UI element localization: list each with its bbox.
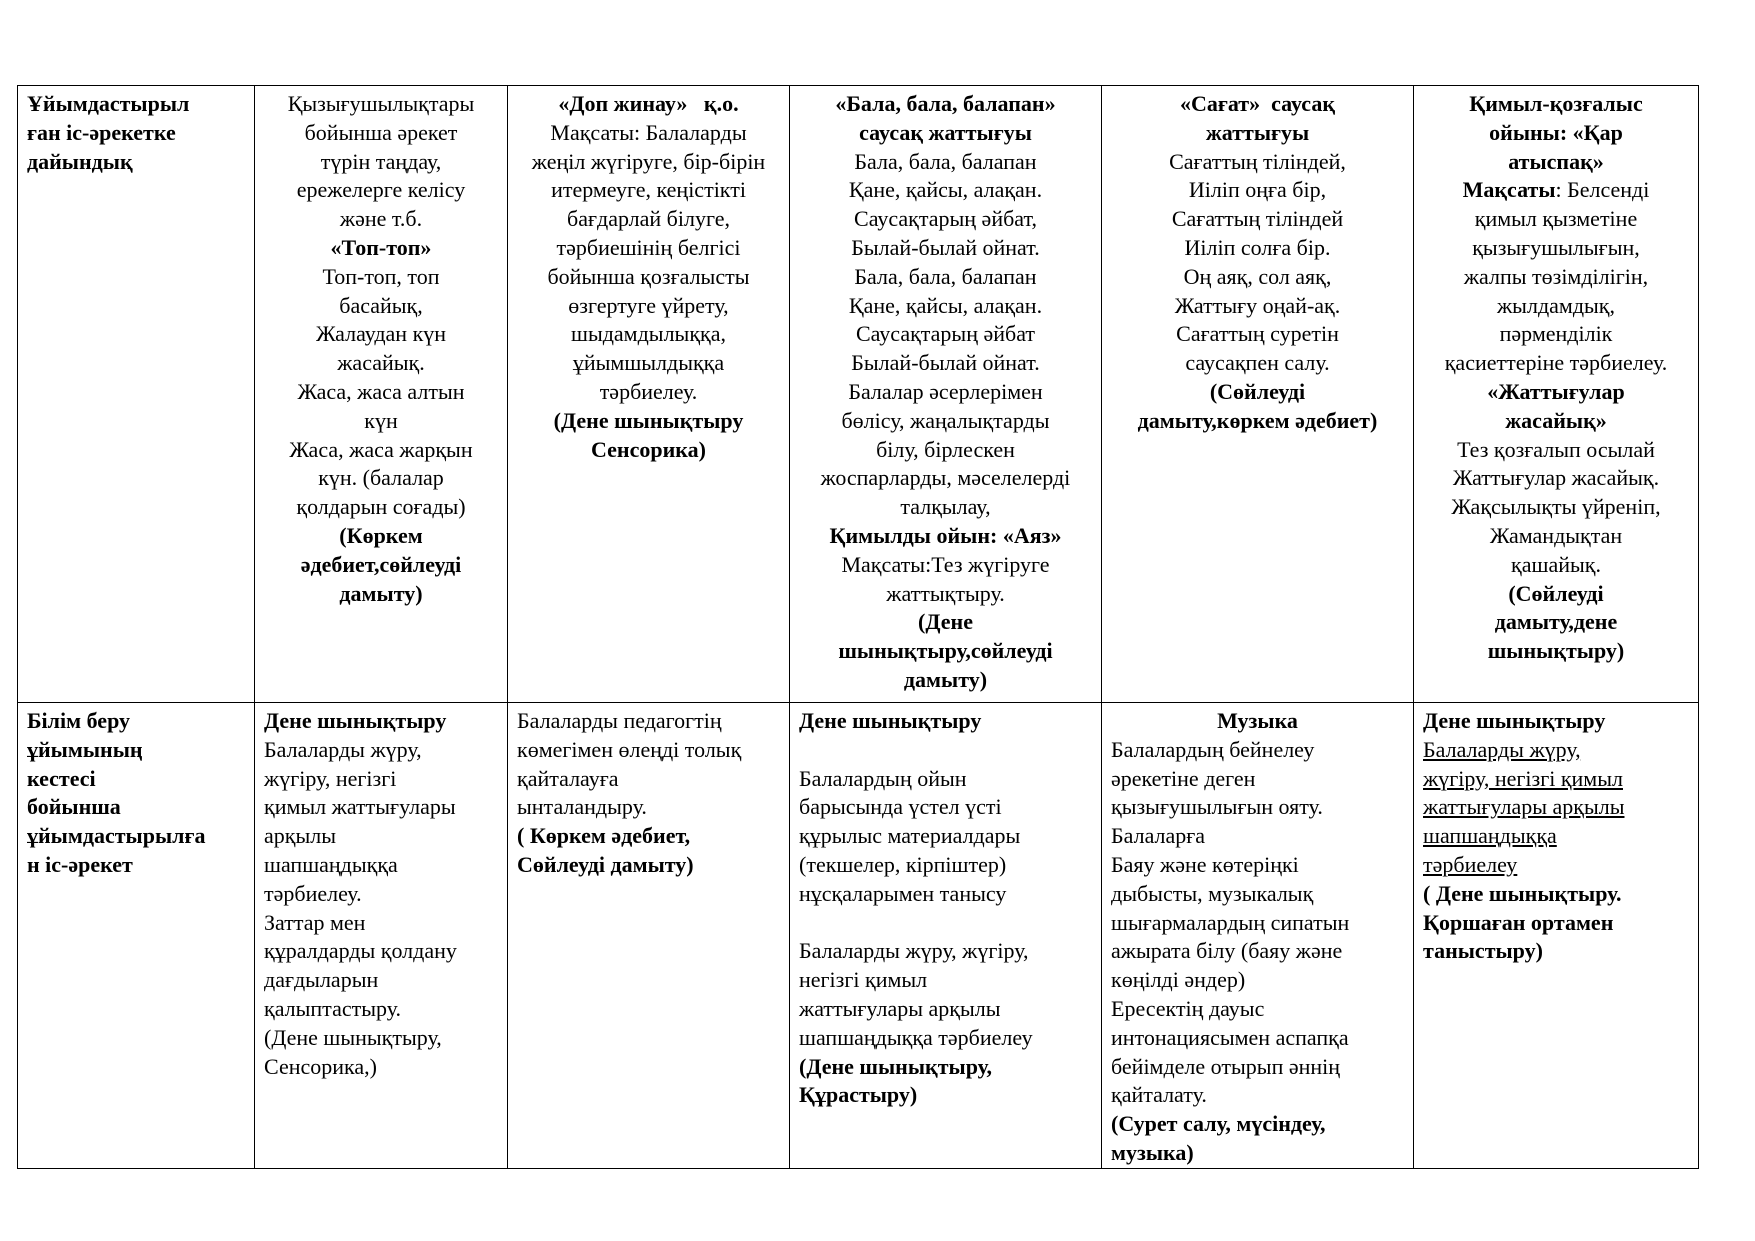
row-header-organized-activity: [18, 703, 255, 1169]
cell-preparation-tuesday: [508, 86, 790, 703]
text-line: және т.б.: [339, 206, 423, 232]
text-line: бейімделе отырып әннің: [1111, 1053, 1341, 1079]
cell-activity-thursday: [1102, 703, 1414, 1169]
text-line: қалыптастыру.: [264, 995, 401, 1021]
text-line: Балаларды педагогтің: [517, 708, 722, 733]
activity-title: Музыка: [1217, 708, 1298, 733]
activity-title: «Бала, бала, балапан»: [835, 91, 1056, 116]
poem-line: Жаса, жаса жарқын: [289, 436, 473, 462]
poem-line: жасайық.: [337, 350, 425, 376]
text-line: шыдамдылыққа,: [571, 321, 726, 347]
text-line: Қызығушылықтары: [287, 91, 475, 116]
education-area-line: дамыту,дене: [1494, 609, 1618, 635]
education-area-line: шынықтыру): [1487, 638, 1625, 664]
education-area-line: шынықтыру,сөйлеуді: [838, 638, 1053, 664]
text-line: жаттықтыру.: [886, 580, 1005, 606]
goal-text: : Белсенді: [1555, 177, 1650, 203]
education-area-line: (Дене: [918, 609, 973, 635]
text-line: бағдарлай білуге,: [567, 206, 730, 232]
text-line: көңілді әндер): [1111, 967, 1246, 993]
text-line: Балаларға: [1111, 823, 1206, 849]
activity-title: «Сағат» саусақ: [1179, 91, 1336, 116]
text-line: Балаларды жүру,: [264, 736, 422, 762]
education-area-line: музыка): [1111, 1139, 1194, 1165]
text-line: нұсқаларымен танысу: [799, 880, 1007, 906]
poem-line: қолдарын соғады): [296, 494, 466, 520]
text-line: Баяу және көтеріңкі: [1111, 851, 1299, 877]
education-area-line: Сөйлеуді дамыту): [517, 851, 694, 877]
text-line: интонациясымен аспапқа: [1111, 1024, 1349, 1050]
text-line: Заттар мен: [264, 909, 366, 935]
poem-line: Топ-топ, топ: [322, 263, 440, 289]
row-header-preparation: [18, 86, 255, 703]
text-line: құралдарды қолдану: [264, 938, 457, 964]
row-header-line: кестесі: [27, 765, 96, 791]
text-line: түрін таңдау,: [320, 148, 442, 174]
poem-line: Былай-былай ойнат.: [851, 234, 1040, 260]
text-line: жаттығулары арқылы: [799, 995, 1001, 1021]
poem-line: күн: [364, 407, 398, 433]
poem-line: Жамандықтан: [1489, 522, 1623, 548]
education-area-line: (Дене шынықтыру: [553, 407, 744, 433]
text-line: бойынша қозғалысты: [547, 263, 750, 289]
activity-title: «Жаттығулар: [1487, 378, 1625, 404]
poem-line: Қане, қайсы, алақан.: [848, 292, 1043, 318]
text-line: қызығушылығын ояту.: [1111, 794, 1323, 820]
text-line: қимыл жаттығулары: [264, 794, 456, 820]
education-area-line: дамыту): [903, 666, 988, 692]
education-area-line: әдебиет,сөйлеуді: [300, 551, 462, 577]
cell-activity-tuesday: [508, 703, 790, 1169]
text-line: әрекетіне деген: [1111, 765, 1256, 791]
poem-line: басайық,: [339, 292, 423, 318]
row-header-line: Білім беру: [27, 708, 131, 733]
text-line: пәрменділік: [1499, 321, 1613, 347]
text-line: құрылыс материалдары: [799, 823, 1021, 849]
poem-line: Бала, бала, балапан: [854, 263, 1037, 289]
education-area-line: Құрастыру): [799, 1082, 918, 1108]
cell-preparation-friday: [1414, 86, 1699, 703]
education-area-line: (Көркем: [339, 522, 423, 548]
text-line: Балалардың ойын: [799, 765, 967, 791]
text-line: Мақсаты:Тез жүгіруге: [841, 551, 1050, 577]
text-line: жалпы төзімділігін,: [1463, 263, 1649, 289]
poem-line: қашайық.: [1511, 551, 1601, 577]
row-header-line: ұйымдастырылға: [27, 823, 206, 849]
poem-line: Жақсылықты үйреніп,: [1451, 494, 1661, 520]
text-line: дағдыларын: [264, 967, 379, 993]
activity-title: Дене шынықтыру: [1423, 708, 1606, 733]
poem-line: Саусақтарың әйбат,: [854, 206, 1037, 232]
activity-title: жасайық»: [1505, 407, 1607, 433]
education-area-line: дамыту,көркем әдебиет): [1137, 407, 1378, 433]
text-line: жүгіру, негізгі: [264, 765, 397, 791]
paragraph-gap: [799, 736, 1092, 765]
text-line: жүгіру, негізгі қимыл: [1423, 765, 1623, 791]
cell-activity-wednesday: [790, 703, 1102, 1169]
cell-preparation-wednesday: [790, 86, 1102, 703]
education-area-line: Қоршаған ортамен: [1423, 909, 1614, 935]
activity-title: ойыны: «Қар: [1489, 119, 1623, 145]
activity-title: «Доп жинау» қ.о.: [558, 91, 739, 116]
text-line: барысында үстел үсті: [799, 794, 1002, 820]
text-line: ұйымшылдыққа: [572, 350, 725, 376]
text-line: арқылы: [264, 823, 336, 849]
text-line: білу, бірлескен: [876, 436, 1015, 462]
text-line: бойынша әрекет: [304, 119, 458, 145]
cell-activity-friday: [1414, 703, 1699, 1169]
cell-activity-monday: [255, 703, 508, 1169]
text-line: Сенсорика,): [264, 1053, 377, 1079]
poem-line: Иіліп оңға бір,: [1188, 177, 1327, 203]
text-line: жаттығулары арқылы: [1423, 794, 1625, 820]
row-header-line: ған іс-әрекетке: [27, 119, 176, 145]
activity-title: саусақ жаттығуы: [859, 119, 1032, 145]
table-row-organized-activity: [18, 703, 1699, 1169]
text-line: итермеуге, кеңістікті: [551, 177, 746, 203]
game-title: Қимылды ойын: «Аяз»: [829, 522, 1062, 548]
text-line: ережелерге келісу: [296, 177, 466, 203]
text-line: Балалар әсерлерімен: [848, 378, 1043, 404]
text-line: тәрбиешінің белгісі: [556, 234, 741, 260]
poem-line: Былай-былай ойнат.: [851, 350, 1040, 376]
row-header-line: бойынша: [27, 794, 121, 820]
activity-title: атыспақ»: [1508, 148, 1604, 174]
text-line: ынталандыру.: [517, 794, 647, 820]
poem-line: Сағаттың тіліндей,: [1169, 148, 1346, 174]
row-header-line: дайындық: [27, 148, 133, 174]
poem-line: Бала, бала, балапан: [854, 148, 1037, 174]
poem-line: Қане, қайсы, алақан.: [848, 177, 1043, 203]
text-line: Мақсаты: Балаларды: [550, 119, 747, 145]
poem-line: күн. (балалар: [318, 465, 444, 491]
poem-line: Тез қозғалып осылай: [1457, 436, 1655, 462]
text-line: (Дене шынықтыру,: [264, 1024, 442, 1050]
education-area-line: дамыту): [339, 580, 423, 606]
text-line: Ересектің дауыс: [1111, 995, 1265, 1021]
text-line: дыбысты, музыкалық: [1111, 880, 1314, 906]
activity-title: Дене шынықтыру: [799, 708, 982, 733]
text-line: қимыл қызметіне: [1474, 206, 1638, 232]
poem-line: Сағаттың суретін: [1176, 321, 1339, 347]
poem-line: Иіліп солға бір.: [1184, 234, 1331, 260]
text-line: шапшаңдыққа тәрбиелеу: [799, 1024, 1033, 1050]
activity-title: жаттығуы: [1205, 119, 1310, 145]
text-line: Балалардың бейнелеу: [1111, 736, 1315, 762]
text-line: жылдамдық,: [1496, 292, 1615, 318]
text-line: өзгертуге үйрету,: [568, 292, 729, 318]
education-area-line: ( Көркем әдебиет,: [517, 823, 691, 849]
text-line: тәрбиелеу: [1423, 851, 1518, 877]
text-line: бөлісу, жаңалықтарды: [841, 407, 1050, 433]
poem-line: Жаттығулар жасайық.: [1452, 465, 1660, 491]
text-line: (текшелер, кірпіштер): [799, 851, 1007, 877]
poem-line: Жаса, жаса алтын: [297, 378, 465, 404]
text-line: қайталауға: [517, 765, 619, 791]
text-line: шығармалардың сипатын: [1111, 909, 1350, 935]
text-line: негізгі қимыл: [799, 967, 928, 993]
education-area-line: (Сөйлеуді: [1508, 580, 1604, 606]
activity-title: Қимыл-қозғалыс: [1469, 91, 1643, 116]
text-line: шапшаңдыққа: [264, 851, 398, 877]
schedule-table: [17, 85, 1699, 1169]
row-header-line: н іс-әрекет: [27, 851, 133, 877]
poem-line: Жаттығу оңай-ақ.: [1174, 292, 1341, 318]
poem-line: Оң аяқ, сол аяқ,: [1183, 263, 1332, 289]
text-line: тәрбиелеу.: [264, 880, 362, 906]
text-line: Балаларды жүру, жүгіру,: [799, 938, 1029, 964]
goal-label: Мақсаты: [1462, 177, 1556, 203]
text-line: жоспарларды, мәселелерді: [820, 465, 1071, 491]
activity-title: Дене шынықтыру: [264, 708, 447, 733]
row-header-line: ұйымының: [27, 736, 143, 762]
poem-line: Саусақтарың әйбат: [855, 321, 1036, 347]
text-line: жеңіл жүгіруге, бір-бірін: [531, 148, 766, 174]
text-line: қызығушылығын,: [1472, 234, 1640, 260]
text-line: талқылау,: [900, 494, 991, 520]
poem-line: Сағаттың тіліндей: [1171, 206, 1344, 232]
poem-line: Жалаудан күн: [315, 321, 447, 347]
activity-title: «Топ-топ»: [330, 234, 432, 260]
text-line: Балаларды жүру,: [1423, 736, 1581, 762]
table-row-preparation: [18, 86, 1699, 703]
cell-preparation-thursday: [1102, 86, 1414, 703]
poem-line: саусақпен салу.: [1185, 350, 1330, 376]
text-line: шапшаңдыққа: [1423, 823, 1557, 849]
education-area-line: (Дене шынықтыру,: [799, 1053, 992, 1079]
text-line: тәрбиелеу.: [599, 378, 698, 404]
paragraph-gap: [799, 909, 1092, 938]
education-area-line: (Сурет салу, мүсіндеу,: [1111, 1111, 1326, 1137]
row-header-line: Ұйымдастырыл: [27, 91, 190, 116]
goal-line: [1423, 176, 1689, 205]
education-area-line: ( Дене шынықтыру.: [1423, 880, 1622, 906]
text-line: қасиеттеріне тәрбиелеу.: [1444, 350, 1668, 376]
text-line: ажырата білу (баяу және: [1111, 938, 1343, 964]
education-area-line: таныстыру): [1423, 938, 1543, 964]
text-line: қайталату.: [1111, 1082, 1207, 1108]
education-area-line: (Сөйлеуді: [1209, 378, 1306, 404]
education-area-line: Сенсорика): [591, 436, 706, 462]
cell-preparation-monday: [255, 86, 508, 703]
text-line: көмегімен өлеңді толық: [517, 736, 742, 762]
